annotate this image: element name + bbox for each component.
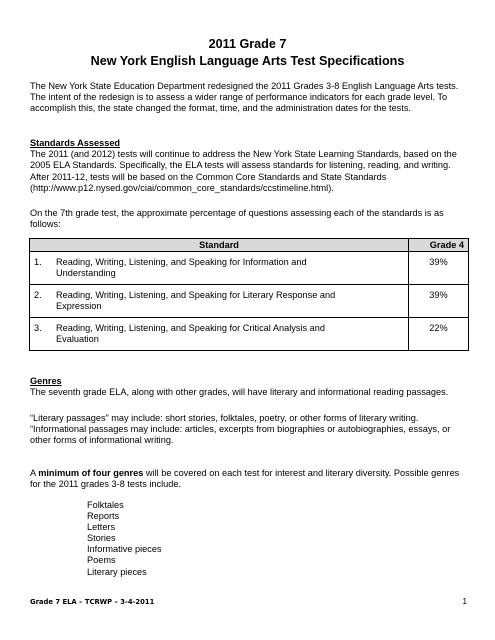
standard-text: Reading, Writing, Listening, and Speaking for Literary Response and Expression xyxy=(56,290,336,311)
header-standard: Standard xyxy=(30,239,409,252)
genre-list xyxy=(87,500,162,578)
genres-text: The seventh grade ELA, along with other grades, will have literary and informational reading passages. xyxy=(30,387,449,398)
table-header-row xyxy=(30,239,469,252)
minimum-genres-paragraph: A minimum of four genres will be covered on each test for interest and literary diversity. Possible genres for the 2011 grades 3-8 tests include. xyxy=(30,468,460,490)
standard-number: 1. xyxy=(34,257,42,267)
standard-number: 3. xyxy=(34,323,42,333)
table-intro-paragraph: On the 7th grade test, the approximate percentage of questions assessing each of the standards is as follows: xyxy=(30,208,444,230)
list-item: Informative pieces xyxy=(87,544,162,555)
minimum-genres-emphasis: minimum of four genres xyxy=(38,468,144,478)
list-item: Stories xyxy=(87,533,116,544)
standards-assessed-section xyxy=(30,138,470,194)
standard-percent: 22% xyxy=(409,318,469,351)
document-title: 2011 Grade 7 xyxy=(208,37,287,51)
standard-text: Reading, Writing, Listening, and Speaking for Information and Understanding xyxy=(56,257,307,278)
list-item: Literary pieces xyxy=(87,566,147,577)
footer-label: Grade 7 ELA – TCRWP – 3-4-2011 xyxy=(30,598,155,606)
standard-text: Reading, Writing, Listening, and Speaking for Critical Analysis and Evaluation xyxy=(56,323,325,344)
list-item: Poems xyxy=(87,555,116,566)
standard-percent: 39% xyxy=(409,252,469,285)
informational-passages-text: “Informational passages may include: articles, excerpts from biographies or autobiographies, essays, or other forms of informational writing. xyxy=(30,424,451,446)
genres-section xyxy=(30,376,470,398)
page-number: 1 xyxy=(462,597,467,606)
list-item: Folktales xyxy=(87,500,124,510)
table-row xyxy=(30,285,469,318)
table-row xyxy=(30,252,469,285)
standards-assessed-heading: Standards Assessed xyxy=(30,138,121,148)
genres-heading: Genres xyxy=(30,376,62,386)
list-item: Reports xyxy=(87,511,120,522)
literary-passages-text: “Literary passages” may include: short stories, folktales, poetry, or other forms of literary writing. xyxy=(30,413,419,423)
document-subtitle: New York English Language Arts Test Specifications xyxy=(90,54,405,68)
standards-table xyxy=(29,238,469,351)
header-grade: Grade 4 xyxy=(409,239,469,252)
standards-assessed-text: The 2011 (and 2012) tests will continue to address the New York State Learning Standards, based on the 2005 ELA Standards. Specifically, the ELA tests will assess standards for listening, reading, and writing. After 2011-12, tests will be based on the Common Core Standards and State Standards (http://www.p12.nysed.gov/ciai/common_core_standards/ccstimeline.html). xyxy=(30,149,457,193)
table-row xyxy=(30,318,469,351)
intro-paragraph: The New York State Education Department redesigned the 2011 Grades 3-8 English Language Arts tests. The intent of the redesign is to assess a wider range of performance indicators for each grade level. To accomplish this, the state changed the format, time, and the administration dates for the tests. xyxy=(30,81,459,114)
list-item: Letters xyxy=(87,522,116,533)
standard-number: 2. xyxy=(34,290,42,300)
standard-percent: 39% xyxy=(409,285,469,318)
